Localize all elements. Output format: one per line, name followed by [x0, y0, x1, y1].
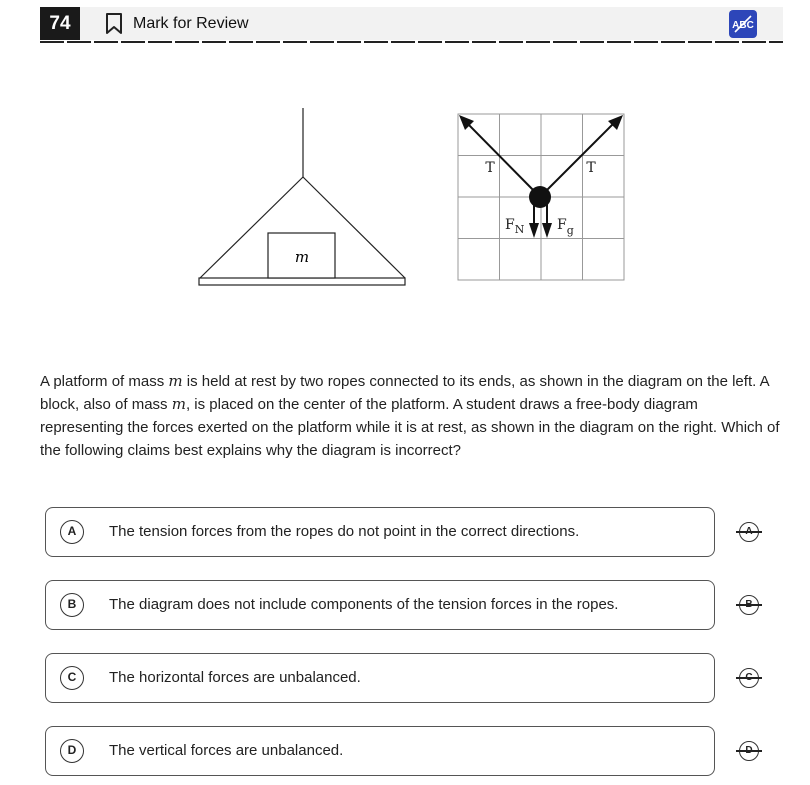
mass-label: m [294, 248, 310, 266]
option-letter: A [60, 520, 84, 544]
platform-diagram [199, 108, 405, 285]
question-text: A platform of mass m is held at rest by two ropes connected to its ends, as shown in the diagram on the left. A block, also of mass m, is placed on the center of the platform. A student draws a free-body diagram representing the forces exerted on the platform while it is at rest, as shown in the diagram on the right. Which of the following claims best explains why the diagram is incorrect? [40, 372, 780, 459]
option-letter: D [60, 739, 84, 763]
tension-right-label: T [586, 160, 596, 176]
mark-for-review-label[interactable]: Mark for Review [133, 15, 249, 32]
answer-option-d[interactable] [45, 726, 715, 776]
question-header [40, 7, 783, 40]
option-text: The vertical forces are unbalanced. [109, 742, 344, 759]
tension-left-label: T [485, 160, 495, 176]
option-text: The horizontal forces are unbalanced. [109, 669, 361, 686]
answer-option-c[interactable] [45, 653, 715, 703]
strike-option-a-button[interactable] [737, 520, 761, 544]
gravity-force-label: $F_g$ [557, 217, 574, 237]
option-text: The tension forces from the ropes do not point in the correct directions. [109, 523, 580, 540]
strike-line [736, 750, 762, 752]
free-body-diagram [458, 114, 624, 280]
strike-line [736, 604, 762, 606]
option-text: The diagram does not include components of the tension forces in the ropes. [109, 596, 619, 613]
option-letter: B [60, 593, 84, 617]
platform-point [529, 186, 551, 208]
platform [199, 278, 405, 285]
abc-label: ABC [732, 20, 754, 31]
strike-option-c-button[interactable] [737, 666, 761, 690]
abc-strikethrough-toggle[interactable] [729, 10, 757, 38]
strike-line [736, 531, 762, 533]
normal-force-label: $F_N$ [505, 217, 525, 236]
strike-line [736, 677, 762, 679]
abc-strike-icon [729, 10, 757, 38]
answer-option-a[interactable] [45, 507, 715, 557]
question-number: 74 [40, 7, 80, 40]
strike-option-d-button[interactable] [737, 739, 761, 763]
bookmark-icon[interactable] [103, 12, 125, 36]
strike-option-b-button[interactable] [737, 593, 761, 617]
mass-variable: m [171, 395, 186, 413]
mass-variable: m [168, 372, 183, 390]
option-letter: C [60, 666, 84, 690]
physics-diagrams [0, 100, 810, 300]
answer-option-b[interactable] [45, 580, 715, 630]
header-divider [40, 40, 783, 44]
